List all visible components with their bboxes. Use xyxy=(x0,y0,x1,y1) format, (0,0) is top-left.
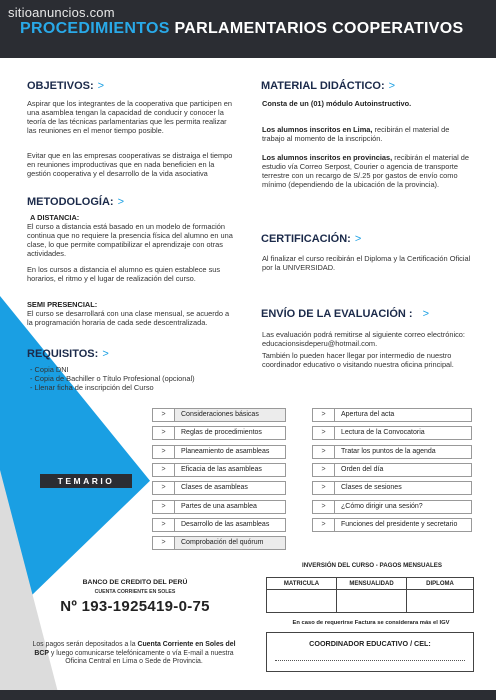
distancia-paragraph-2: En los cursos a distancia el alumno es quien establece sus horarios, el ritmo y el lugar de realización del curso. xyxy=(27,265,221,283)
chevron-right-icon: > xyxy=(312,481,334,495)
arrow-icon: > xyxy=(102,348,109,360)
temario-item xyxy=(312,500,472,514)
fee-table xyxy=(266,577,474,613)
coordinador-box xyxy=(266,632,474,672)
chevron-right-icon: > xyxy=(312,500,334,514)
temario-item-label: Tratar los puntos de la agenda xyxy=(334,445,472,459)
temario-item-label: Funciones del presidente y secretario xyxy=(334,518,472,532)
requisitos-heading: REQUISITOS: > xyxy=(27,348,109,360)
temario-item-label: ¿Cómo dirigir una sesión? xyxy=(334,500,472,514)
temario-item-label: Clases de asambleas xyxy=(174,481,286,495)
envio-heading: ENVÍO DE LA EVALUACIÓN : > xyxy=(261,308,429,320)
temario-item-label: Planeamiento de asambleas xyxy=(174,445,286,459)
temario-item xyxy=(152,408,286,422)
distancia-paragraph-1: El curso a distancia está basado en un modelo de formación continua que no requiere la presencia física del alumno en una clase, lo que permite compatibilizar el aprendizaje con otras actividades. xyxy=(27,222,233,258)
metodologia-heading: METODOLOGÍA: > xyxy=(27,196,125,208)
requisitos-item: - Llenar ficha de inscripción del Curso xyxy=(30,383,154,392)
temario-item-label: Comprobación del quórum xyxy=(174,536,286,550)
bank-info xyxy=(40,579,230,615)
temario-item-label: Reglas de procedimientos xyxy=(174,426,286,440)
temario-item xyxy=(152,426,286,440)
footer-bar xyxy=(0,690,496,700)
semi-presencial-paragraph: El curso se desarrollará con una clase mensual, se acuerdo a la programación horaria de cada sede descentralizada. xyxy=(27,309,230,327)
arrow-icon: > xyxy=(354,233,362,245)
chevron-right-icon: > xyxy=(312,426,334,440)
material-lima-paragraph: Los alumnos inscritos en Lima, recibirán el material de trabajo al momento de la inscripción. xyxy=(262,125,450,143)
envio-paragraph-2: También lo pueden hacer llegar por intermedio de nuestro coordinador educativo o visitando nuestra oficina principal. xyxy=(262,351,454,369)
chevron-right-icon: > xyxy=(152,518,174,532)
temario-item xyxy=(312,518,472,532)
fee-cell-matricula xyxy=(267,590,337,612)
temario-item xyxy=(152,500,286,514)
bank-account-number: Nº 193-1925419-0-75 xyxy=(60,598,210,615)
temario-item xyxy=(312,481,472,495)
material-provincias-paragraph: Los alumnos inscritos en provincias, recibirán el material de estudio vía Correo Serpost, Courier o agencia de transporte terrestre con un recargo de S/.25 por gastos de envío como mínimo (dependiendo de la ubicación de la provincia). xyxy=(262,153,470,189)
arrow-icon: > xyxy=(422,308,429,320)
chevron-right-icon: > xyxy=(152,500,174,514)
requisitos-item: - Copia DNI xyxy=(30,365,69,374)
temario-item-label: Eficacia de las asambleas xyxy=(174,463,286,477)
arrow-icon: > xyxy=(117,196,125,208)
chevron-right-icon: > xyxy=(152,445,174,459)
temario-item xyxy=(152,518,286,532)
chevron-right-icon: > xyxy=(312,408,334,422)
temario-item-label: Lectura de la Convocatoria xyxy=(334,426,472,440)
fee-cell-mensualidad xyxy=(337,590,407,612)
site-watermark: sitioanuncios.com xyxy=(8,5,115,20)
chevron-right-icon: > xyxy=(152,463,174,477)
bank-account-type: CUENTA CORRIENTE EN SOLES xyxy=(94,589,176,595)
semi-presencial-subtitle: SEMI PRESENCIAL: xyxy=(27,300,98,309)
chevron-right-icon: > xyxy=(152,426,174,440)
objetivos-paragraph-2: Evitar que en las empresas cooperativas se distraiga el tiempo en reuniones improductivas que en nada beneficien en la gestión cooperativa y el desarrollo de la vida asociativa xyxy=(27,151,233,178)
chevron-right-icon: > xyxy=(312,445,334,459)
temario-item-label: Orden del día xyxy=(334,463,472,477)
coordinador-label: COORDINADOR EDUCATIVO / CEL: xyxy=(309,639,431,648)
title-rest: PARLAMENTARIOS COOPERATIVOS xyxy=(174,20,464,37)
igv-note: En caso de requerirse Factura se considerara más el IGV xyxy=(292,620,450,626)
title-highlight: PROCEDIMIENTOS xyxy=(20,20,170,37)
temario-item xyxy=(312,408,472,422)
temario-item-label: Clases de sesiones xyxy=(334,481,472,495)
objetivos-heading: OBJETIVOS: > xyxy=(27,80,105,92)
material-paragraph-1: Consta de un (01) módulo Autoinstructivo. xyxy=(262,99,412,108)
arrow-icon: > xyxy=(97,80,105,92)
bank-name: BANCO DE CREDITO DEL PERÚ xyxy=(82,579,188,586)
temario-item-label: Consideraciones básicas xyxy=(174,408,286,422)
temario-item-label: Apertura del acta xyxy=(334,408,472,422)
fee-column-header: DIPLOMA xyxy=(407,578,473,590)
temario-item xyxy=(152,463,286,477)
temario-item-label: Partes de una asamblea xyxy=(174,500,286,514)
material-heading: MATERIAL DIDÁCTICO: > xyxy=(261,80,396,92)
temario-item xyxy=(312,426,472,440)
temario-item xyxy=(152,481,286,495)
temario-label: TEMARIO xyxy=(40,474,132,488)
chevron-right-icon: > xyxy=(152,536,174,550)
fee-column-header: MENSUALIDAD xyxy=(337,578,407,590)
temario-item-label: Desarrollo de las asambleas xyxy=(174,518,286,532)
arrow-icon: > xyxy=(388,80,396,92)
page-title xyxy=(20,20,463,38)
temario-item xyxy=(312,445,472,459)
chevron-right-icon: > xyxy=(312,518,334,532)
payment-note: Los pagos serán depositados a la Cuenta Corriente en Soles del BCP y luego comunicarse telefónicamente o vía E-mail a nuestra Oficina Central en Lima o Sede de Provincia. xyxy=(32,641,236,665)
inversion-title: INVERSIÓN DEL CURSO - PAGOS MENSUALES xyxy=(301,562,443,569)
chevron-right-icon: > xyxy=(152,481,174,495)
objetivos-paragraph-1: Aspirar que los integrantes de la cooperativa que participen en una asamblea tengan la capacidad de conducir y conocer la teoría de las técnicas parlamentarias que les permita realizar las reuniones en el menor tiempo posible. xyxy=(27,99,233,135)
requisitos-item: - Copia de Bachiller o Título Profesional (opcional) xyxy=(30,374,195,383)
fee-column-header: MATRICULA xyxy=(267,578,337,590)
temario-item xyxy=(312,463,472,477)
temario-item xyxy=(152,536,286,550)
header-banner xyxy=(0,0,496,58)
certificacion-paragraph: Al finalizar el curso recibirán el Diploma y la Certificación Oficial por la UNIVERSIDAD. xyxy=(262,254,471,272)
distancia-subtitle: A DISTANCIA: xyxy=(30,213,80,222)
chevron-right-icon: > xyxy=(312,463,334,477)
certificacion-heading: CERTIFICACIÓN: > xyxy=(261,233,362,245)
envio-paragraph-1: Las evaluación podrá remitirse al siguiente correo electrónico: educacionsisdeperu@hotmail.com. xyxy=(262,330,465,348)
coordinador-dotted-line xyxy=(275,660,465,661)
temario-item xyxy=(152,445,286,459)
chevron-right-icon: > xyxy=(152,408,174,422)
